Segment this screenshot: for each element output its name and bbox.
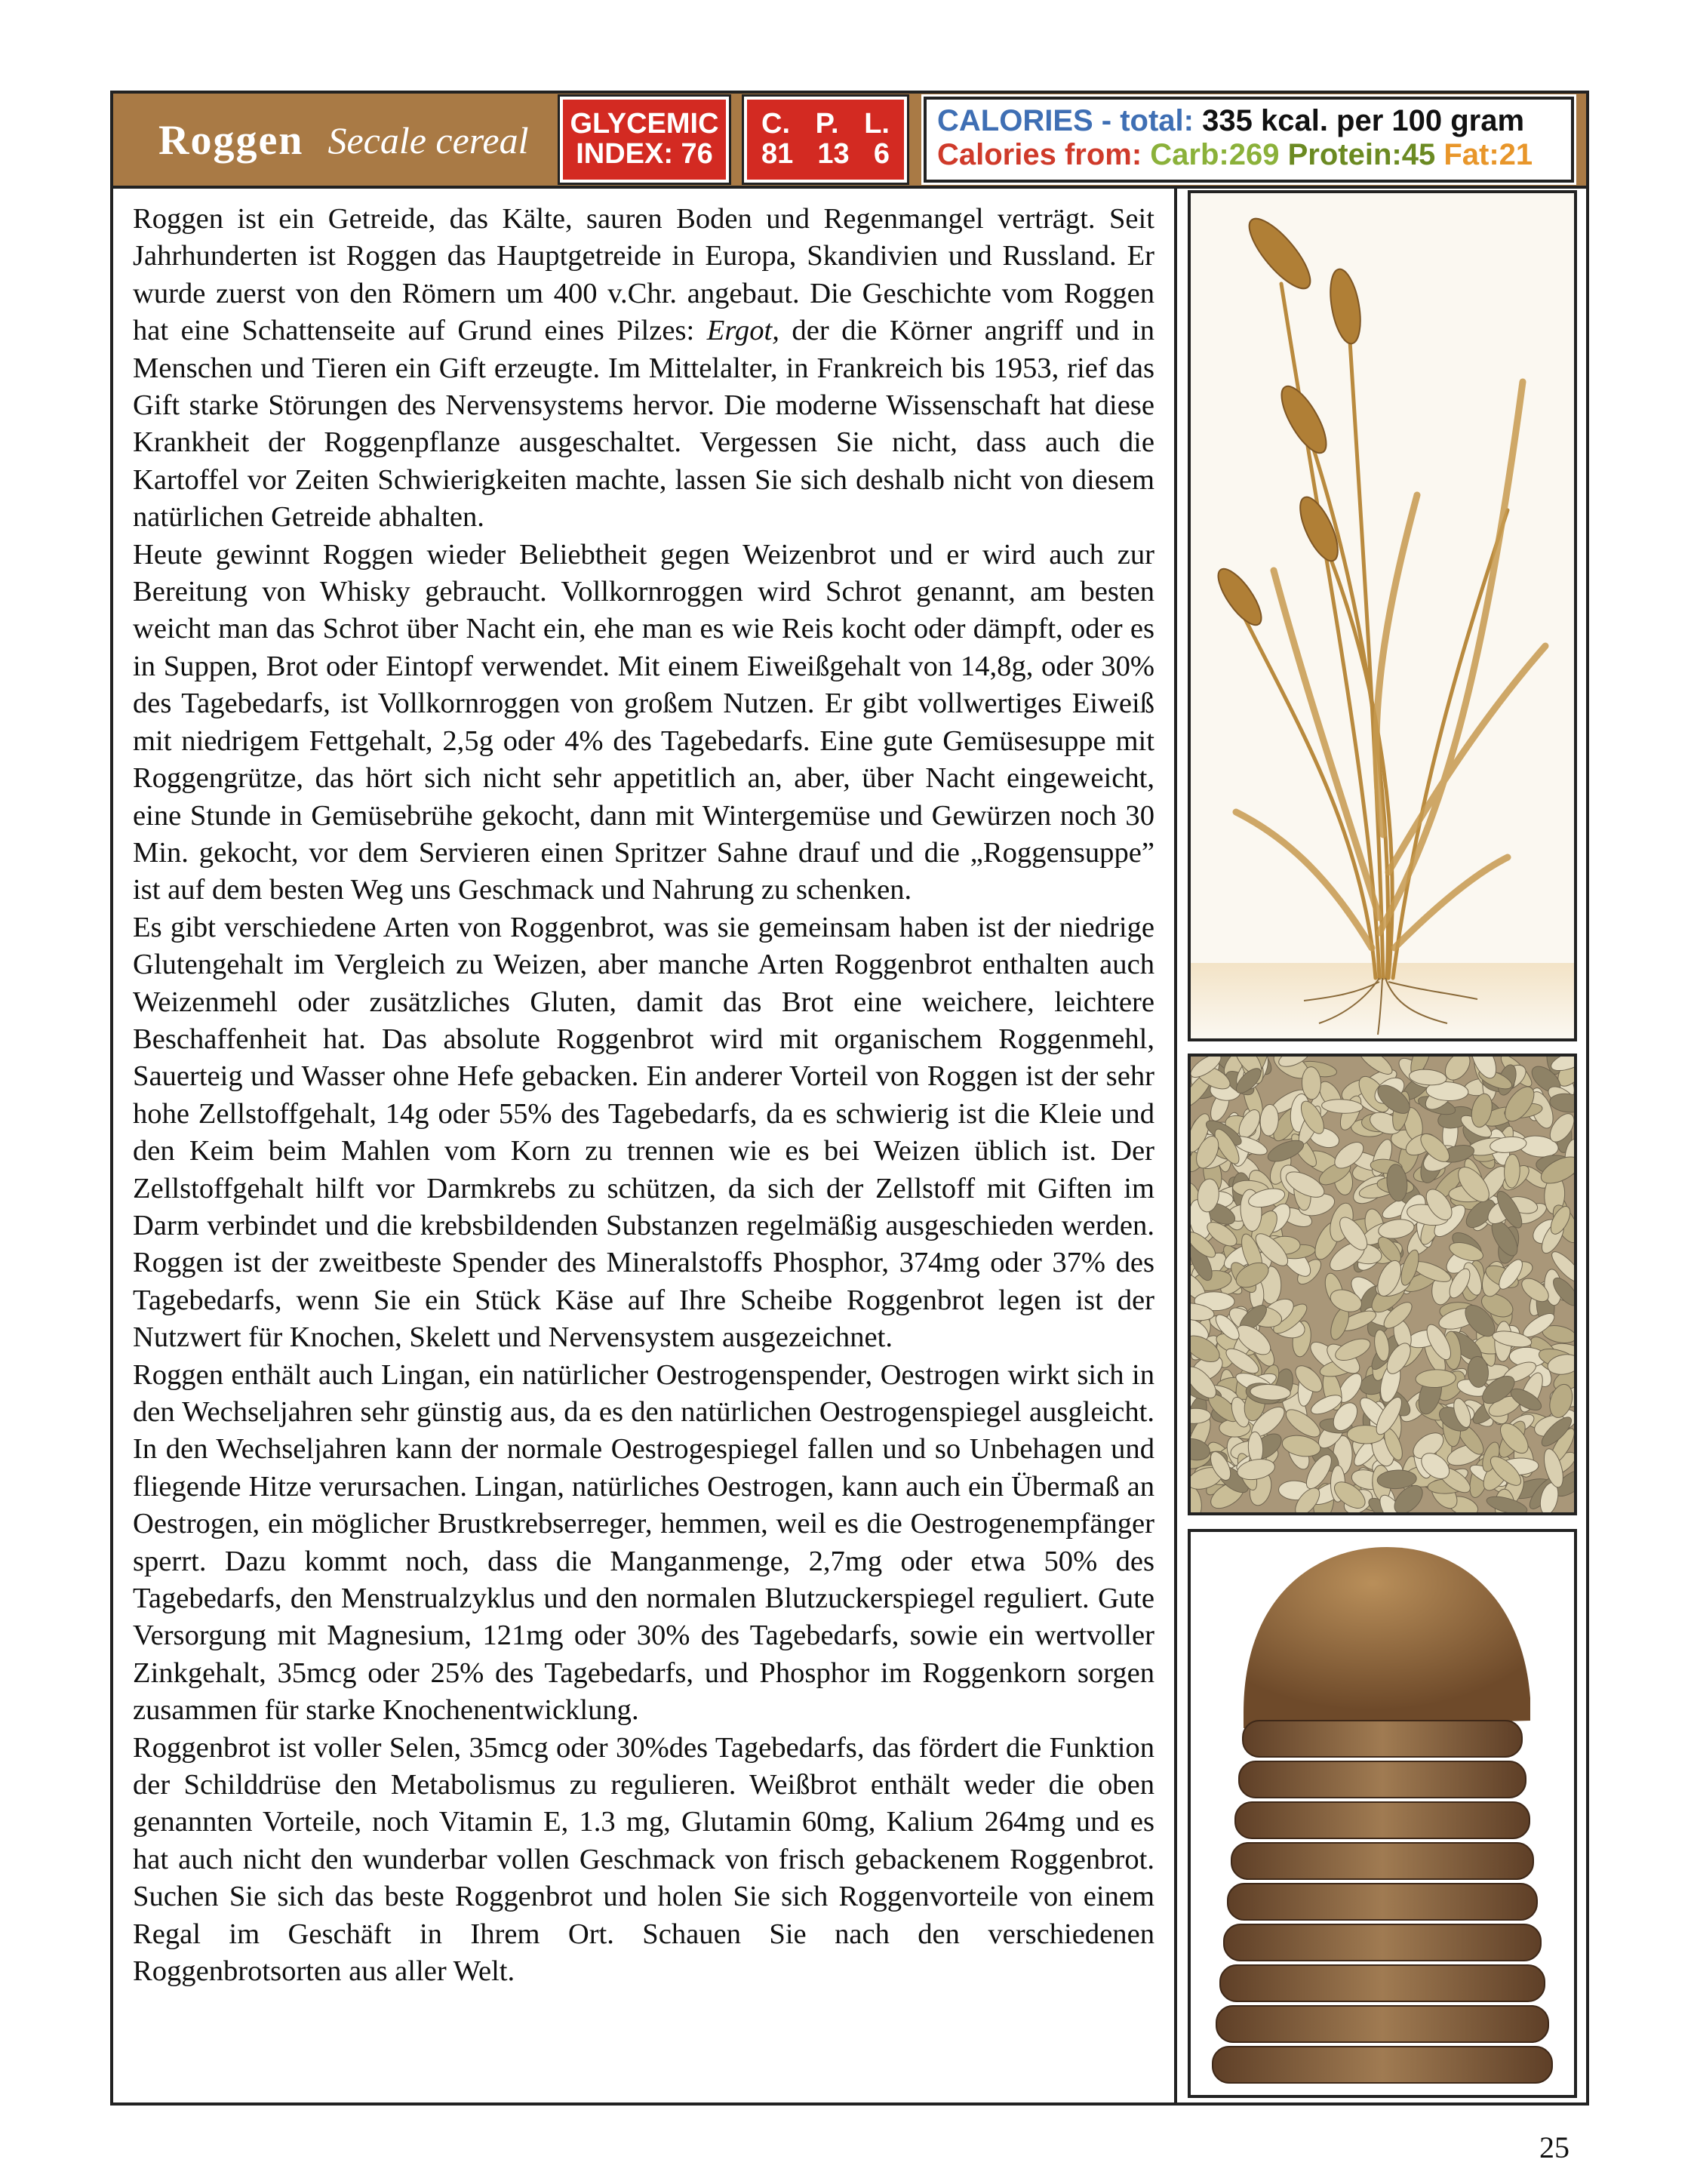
ergot-term: Ergot,: [706, 315, 779, 347]
cpl-letter-c: C.: [761, 108, 790, 140]
calories-box: [924, 97, 1574, 183]
paragraph-1: [133, 201, 1154, 537]
glycemic-label: GLYCEMIC: [570, 108, 719, 140]
calories-from-label: Calories from:: [937, 137, 1142, 171]
cpl-letter-p: P.: [815, 108, 839, 140]
image-column: [1177, 186, 1586, 2102]
paragraph-4: Roggen enthält auch Lingan, ein natürlicher Oestrogenspender, Oestrogen wirkt sich in den Wechseljahren sehr günstig aus, da es den natürlichen Oestrogenspiegel ausgleicht. In den Wechseljahren kann der normale Oestrogespiegel fallen und so Unbehagen und fliegende Hitze verursachen. Lingan, natürliches Oestrogen, kann auch ein Übermaß an Oestrogen, ein möglicher Brustkrebserreger, hemmen, weil es die Oestrogenempfänger sperrt. Dazu kommt noch, dass die Manganmenge, 2,7mg oder etwa 50% des Tagebedarfs, den Menstrualzyklus und den normalen Blutzuckerspiegel reguliert. Gute Versorgung mit Magnesium, 121mg oder 30% des Tagebedarfs, sowie ein wertvoller Zinkgehalt, 35mcg oder 25% des Tagebedarfs, und Phosphor im Roggenkorn sorgen zusammen für starke Knochenentwicklung.: [133, 1358, 1154, 1727]
page-number: 25: [1539, 2130, 1569, 2164]
cpl-value-p: 13: [817, 138, 850, 170]
rye-plant-drawing: [1191, 193, 1574, 1038]
paragraph-1-start: Roggen ist ein Getreide, das Kälte, sauren Boden und Regenmangel verträgt. Seit Jahrhunderten ist Roggen das Hauptgetreide in Europa, Skandivien und Russland. Er wurde zuerst von den Römern um 400 v.Chr. angebaut. Die Geschichte vom Roggen hat eine Schattenseite auf Grund eines Pilzes:: [133, 203, 1154, 347]
article-text: [113, 186, 1177, 2102]
title: [158, 110, 529, 171]
rye-grains-photo: [1188, 1054, 1577, 1515]
cpl-letters: [761, 109, 890, 140]
cpl-letter-l: L.: [864, 108, 890, 140]
paragraph-5: Roggenbrot ist voller Selen, 35mcg oder 30%des Tagebedarfs, das fördert die Funktion der Schilddrüse den Metabolismus zu regulieren. Weißbrot enthält weder die oben genannten Vorteile, noch Vitamin E, 1.3 mg, Glutamin 60mg, Kalium 264mg und es hat auch nicht den wunderbar vollen Geschmack von frisch gebackenem Roggenbrot. Suchen Sie sich das beste Roggenbrot und holen Sie sich Roggenvorteile von einem Regal im Geschäft in Ihrem Ort. Schauen Sie nach den verschiedenen Roggenbrotsorten aus aller Welt.: [133, 1731, 1154, 1988]
page-frame: [110, 91, 1589, 2106]
rye-grains-drawing: [1191, 1057, 1574, 1512]
rye-plant-illustration: [1188, 190, 1577, 1041]
calories-fat: Fat:21: [1443, 137, 1533, 171]
glycemic-value: INDEX: 76: [576, 138, 713, 170]
food-name: Roggen: [158, 117, 304, 164]
header-bar: [113, 94, 1586, 189]
calories-total: 335 kcal. per 100 gram: [1202, 104, 1525, 137]
calories-carb: Carb:269: [1150, 137, 1280, 171]
calories-protein: Protein:45: [1287, 137, 1436, 171]
cpl-value-l: 6: [873, 138, 890, 170]
calories-from-line: [937, 138, 1560, 172]
calories-label: CALORIES - total:: [937, 104, 1194, 137]
rye-bread-drawing: [1191, 1532, 1574, 2095]
cpl-values: [761, 140, 890, 170]
cpl-value-c: 81: [761, 138, 794, 170]
latin-name: Secale cereal: [327, 119, 529, 161]
paragraph-2: Heute gewinnt Roggen wieder Beliebtheit gegen Weizenbrot und er wird auch zur Bereitung von Whisky gebraucht. Vollkornroggen wird Schrot genannt, am besten weicht man das Schrot über Nacht ein, ehe man es wie Reis kocht oder dämpft, oder es in Suppen, Brot oder Eintopf verwendet. Mit einem Eiweißgehalt von 14,8g, oder 30% des Tagebedarfs, ist Vollkornroggen von großem Nutzen. Er gibt vollwertiges Eiweiß mit niedrigem Fettgehalt, 2,5g oder 4% des Tagebedarfs. Eine gute Gemüsesuppe mit Roggengrütze, das hört sich nicht sehr appetitlich an, aber, über Nacht eingeweicht, eine Stunde in Gemüsebrühe gekocht, dann mit Wintergemüse und Gewürzen noch 30 Min. gekocht, vor dem Servieren einen Spritzer Sahne drauf und die „Roggensuppe” ist auf dem besten Weg uns Geschmack und Nahrung zu schenken.: [133, 538, 1154, 906]
rye-bread-photo: [1188, 1529, 1577, 2098]
calories-total-line: [937, 104, 1560, 138]
cpl-badge: [744, 97, 907, 183]
paragraph-3: Es gibt verschiedene Arten von Roggenbrot, was sie gemeinsam haben ist der niedrige Glutengehalt im Vergleich zu Weizen, aber manche Arten Roggenbrot enthalten auch Weizenmehl oder zusätzliches Gluten, damit das Brot eine weichere, leichtere Beschaffenheit hat. Das absolute Roggenbrot wird mit organischem Roggenmehl, Sauerteig und Wasser ohne Hefe gebacken. Ein anderer Vorteil von Roggen ist der sehr hohe Zellstoffgehalt, 14g oder 55% des Tagebedarfs, da es schwierig ist die Kleie und den Keim beim Mahlen vom Korn zu trennen wie es bei Weizen üblich ist. Der Zellstoffgehalt hilft vor Darmkrebs zu schützen, da sich der Zellstoff mit Giften im Darm verbindet und die krebsbildenden Substanzen regelmäßig ausgeschieden werden. Roggen ist der zweitbeste Spender des Mineralstoffs Phosphor, 374mg oder 37% des Tagebedarfs, wenn Sie ein Stück Käse auf Ihre Scheibe Roggenbrot legen ist der Nutzwert für Knochen, Skelett und Nervensystem ausgezeichnet.: [133, 911, 1154, 1354]
glycemic-index-badge: [560, 97, 729, 183]
paragraph-1-end: der die Körner angriff und in Menschen und Tieren ein Gift erzeugte. Im Mittelalter, in Frankreich bis 1953, rief das Gift starke Störungen des Nervensystems hervor. Die moderne Wissenschaft hat diese Krankheit der Roggenpflanze ausgeschaltet. Vergessen Sie nicht, dass auch die Kartoffel vor Zeiten Schwierigkeiten machte, lassen Sie sich deshalb nicht von diesem natürlichen Getreide abhalten.: [133, 315, 1154, 534]
